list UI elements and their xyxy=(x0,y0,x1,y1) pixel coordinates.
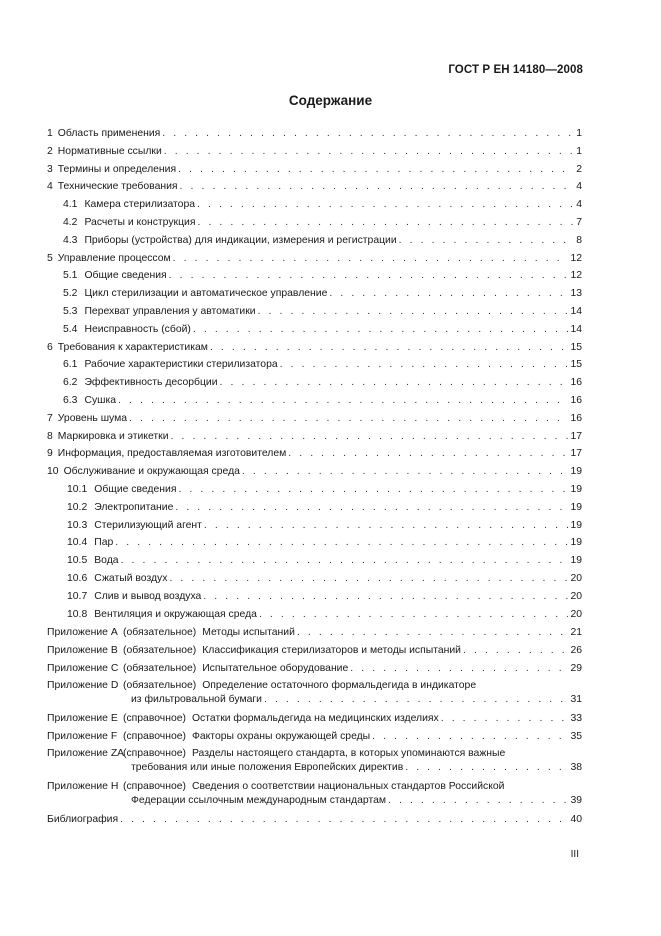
toc-entry-page: 20 xyxy=(570,608,582,620)
toc-entry-number: 10.3 xyxy=(67,519,88,531)
toc-entry-line xyxy=(47,127,582,141)
toc-entry-line xyxy=(47,430,582,444)
leader-dots xyxy=(210,341,569,355)
toc-entry-title: Уровень шума xyxy=(57,412,128,424)
toc-entry[interactable] xyxy=(47,305,582,319)
toc-entry-number: 10.2 xyxy=(67,501,88,513)
leader-dots xyxy=(180,180,575,194)
toc-entry-title: Цикл стерилизации и автоматическое управление xyxy=(84,288,328,300)
annex-page: 29 xyxy=(570,662,582,674)
toc-entry-title: Нормативные ссылки xyxy=(57,145,162,157)
leader-dots xyxy=(259,608,569,622)
toc-entry-line xyxy=(67,519,582,533)
annex-entry-line xyxy=(47,679,582,693)
toc-entry[interactable] xyxy=(47,590,582,604)
toc-entry-number: 9 xyxy=(47,448,53,460)
toc-entry-number: 6 xyxy=(47,341,53,353)
annex-kind: (справочное) xyxy=(123,730,186,742)
annex-entry[interactable] xyxy=(47,644,582,658)
bibliography-line xyxy=(47,813,582,827)
toc-entry-page: 12 xyxy=(570,252,582,264)
annex-title: из фильтровальной бумаги xyxy=(131,694,262,706)
leader-dots xyxy=(204,519,569,533)
toc-entry[interactable] xyxy=(47,554,582,568)
toc-entry-page: 2 xyxy=(576,163,582,175)
leader-dots xyxy=(169,572,568,586)
annex-title: Определение остаточного формальдегида в индикаторе xyxy=(202,680,477,692)
toc-entry[interactable] xyxy=(47,358,582,372)
annex-entry-line xyxy=(47,747,582,761)
toc-entry-title: Пар xyxy=(94,537,114,549)
annex-entry-line xyxy=(47,693,582,707)
annex-page: 35 xyxy=(570,730,582,742)
leader-dots xyxy=(121,554,569,568)
toc-entry-page: 16 xyxy=(570,412,582,424)
toc-entry-number: 5.3 xyxy=(63,306,78,317)
annex-page: 31 xyxy=(570,694,582,706)
toc-entry-number: 3 xyxy=(47,163,53,175)
bibliography-entry[interactable] xyxy=(47,813,582,827)
toc-entry-title: Камера стерилизатора xyxy=(84,199,196,211)
annex-kind: (обязательное) xyxy=(123,662,197,674)
toc-entry-number: 10.4 xyxy=(67,537,88,549)
toc-entry-title: Расчеты и конструкция xyxy=(84,217,196,228)
toc-entry-number: 6.2 xyxy=(63,377,78,389)
annex-entry-line xyxy=(47,730,582,744)
annex-entry[interactable] xyxy=(47,780,582,808)
toc-entry-title: Управление процессом xyxy=(57,252,171,264)
annex-entry-line xyxy=(47,662,582,676)
leader-dots xyxy=(463,644,568,658)
toc-entry-line xyxy=(63,269,582,283)
toc-entry-number: 5.4 xyxy=(63,323,78,335)
bibliography-title: Библиография xyxy=(47,813,119,825)
annex-entry-line xyxy=(47,761,582,775)
leader-dots xyxy=(350,662,568,676)
toc-entry-title: Область применения xyxy=(57,128,161,139)
toc-entry-number: 6.3 xyxy=(63,395,78,406)
toc-entry-line xyxy=(67,572,582,586)
leader-dots xyxy=(173,252,569,266)
toc-entry-page: 1 xyxy=(576,128,582,139)
toc-entry-page: 20 xyxy=(570,590,582,602)
toc-entry-title: Неисправность (сбой) xyxy=(84,323,191,335)
toc-entry[interactable] xyxy=(47,145,582,159)
toc-entry-line xyxy=(63,287,582,301)
annex-entry[interactable] xyxy=(47,679,582,707)
toc-entry-number: 5.2 xyxy=(63,288,78,300)
leader-dots xyxy=(178,163,574,177)
toc-entry-line xyxy=(67,536,582,550)
toc-entry[interactable] xyxy=(47,341,582,355)
toc-entry-page: 16 xyxy=(570,377,582,389)
leader-dots xyxy=(297,626,569,640)
toc-entry-title: Маркировка и этикетки xyxy=(57,430,169,442)
leader-dots xyxy=(171,430,569,444)
toc-entry-page: 15 xyxy=(570,341,582,353)
toc-entry-page: 4 xyxy=(576,199,582,211)
toc-entry-page: 15 xyxy=(570,359,582,371)
leader-dots xyxy=(162,127,574,141)
annex-page: 21 xyxy=(570,626,582,638)
toc-entry-line xyxy=(47,341,582,355)
toc-entry-page: 19 xyxy=(570,466,582,478)
toc-entry[interactable] xyxy=(47,323,582,337)
toc-entry-page: 17 xyxy=(570,430,582,442)
annex-kind: (обязательное) xyxy=(123,626,197,638)
annex-entry-line xyxy=(47,712,582,726)
toc-entry[interactable] xyxy=(47,394,582,408)
toc-entry-line xyxy=(47,180,582,194)
toc-entry-line xyxy=(63,323,582,337)
toc-entry[interactable] xyxy=(47,376,582,390)
annex-label: Приложение Н xyxy=(47,780,119,792)
toc-entry-page: 19 xyxy=(570,501,582,513)
toc-entry-title: Стерилизующий агент xyxy=(94,519,202,531)
leader-dots xyxy=(118,394,568,408)
leader-dots xyxy=(264,693,568,707)
toc-entry[interactable] xyxy=(47,234,582,248)
annex-label: Приложение D xyxy=(47,680,119,692)
toc-entry-number: 5 xyxy=(47,252,53,264)
annex-label: Приложение В xyxy=(47,644,118,656)
toc-entry-title: Рабочие характеристики стерилизатора xyxy=(84,359,278,371)
annex-page: 26 xyxy=(570,644,582,656)
toc-entry-title: Слив и вывод воздуха xyxy=(94,590,202,602)
toc-entry-title: Приборы (устройства) для индикации, измерения и регистрации xyxy=(84,234,397,246)
leader-dots xyxy=(242,465,569,479)
annex-page: 39 xyxy=(570,794,582,806)
annex-entry[interactable] xyxy=(47,730,582,744)
toc-entry[interactable] xyxy=(47,127,582,141)
leader-dots xyxy=(399,234,575,248)
leader-dots xyxy=(329,287,568,301)
annex-title: Разделы настоящего стандарта, в которых упоминаются важные xyxy=(191,748,506,760)
toc-entry-title: Вода xyxy=(94,555,119,567)
toc-entry-page: 13 xyxy=(570,288,582,300)
toc-entry-line xyxy=(67,483,582,497)
toc-entry-line xyxy=(63,216,582,230)
toc-entry[interactable] xyxy=(47,465,582,479)
leader-dots xyxy=(120,813,568,827)
toc-entry[interactable] xyxy=(47,519,582,533)
leader-dots xyxy=(115,536,568,550)
annex-entry-line xyxy=(47,626,582,640)
toc-entry-line xyxy=(63,376,582,390)
annex-kind: (справочное) xyxy=(123,712,186,724)
toc-entry-number: 10.5 xyxy=(67,555,88,567)
toc-entry-line xyxy=(67,501,582,515)
annex-kind: (обязательное) xyxy=(123,680,197,692)
toc-entry-number: 10.8 xyxy=(67,608,88,620)
annex-entry-line xyxy=(47,644,582,658)
toc-entry[interactable] xyxy=(47,287,582,301)
toc-entry-number: 1 xyxy=(47,128,53,139)
leader-dots xyxy=(388,794,568,808)
toc-entry-title: Обслуживание и окружающая среда xyxy=(63,466,240,478)
annex-label: Приложение С xyxy=(47,662,119,674)
annex-title: Федерации ссылочным международным стандартам xyxy=(131,794,387,806)
leader-dots xyxy=(197,198,574,212)
toc-entry-number: 10.1 xyxy=(67,484,88,495)
bibliography-page: 40 xyxy=(570,813,582,825)
annex-title: Сведения о соответствии национальных стандартов Российской xyxy=(191,780,505,792)
toc-entry[interactable] xyxy=(47,447,582,461)
toc-entry-page: 4 xyxy=(576,181,582,193)
toc-entry[interactable] xyxy=(47,252,582,266)
leader-dots xyxy=(220,376,569,390)
toc-entry-line xyxy=(67,608,582,622)
toc-entry-number: 4 xyxy=(47,181,53,193)
annex-page: 33 xyxy=(570,712,582,724)
toc-entry-line xyxy=(63,305,582,319)
leader-dots xyxy=(197,216,574,230)
toc-entry-line xyxy=(63,234,582,248)
toc-entry-title: Сушка xyxy=(84,395,117,406)
annex-title: Классификация стерилизаторов и методы испытаний xyxy=(202,644,461,656)
toc-entry-number: 4.3 xyxy=(63,234,78,246)
annex-label: Приложение F xyxy=(47,730,118,742)
toc-entry-title: Сжатый воздух xyxy=(94,573,168,584)
leader-dots xyxy=(441,712,569,726)
toc-entry-line xyxy=(47,447,582,461)
toc-entry[interactable] xyxy=(47,536,582,550)
toc-entry-page: 19 xyxy=(570,537,582,549)
toc-entry-number: 6.1 xyxy=(63,359,78,371)
toc-entry-title: Общие сведения xyxy=(84,270,167,282)
leader-dots xyxy=(129,412,568,426)
leader-dots xyxy=(178,483,568,497)
toc-entry-number: 10.6 xyxy=(67,573,88,584)
leader-dots xyxy=(258,305,569,319)
toc-entry-page: 19 xyxy=(570,555,582,567)
toc-entry[interactable] xyxy=(47,501,582,515)
toc-entry-number: 2 xyxy=(47,145,53,157)
toc-entry[interactable] xyxy=(47,216,582,230)
toc-entry-title: Вентиляция и окружающая среда xyxy=(94,608,257,620)
document-code: ГОСТ Р ЕН 14180—2008 xyxy=(448,64,583,76)
toc-entry-line xyxy=(67,554,582,568)
toc-entry-number: 10.7 xyxy=(67,590,88,602)
toc-entry[interactable] xyxy=(47,198,582,212)
leader-dots xyxy=(193,323,569,337)
toc-entry-page: 16 xyxy=(570,395,582,406)
annex-kind: (справочное) xyxy=(123,748,186,760)
annex-title: требования или иные положения Европейских директив xyxy=(131,762,404,774)
annex-label: Приложение ZA xyxy=(47,748,125,760)
toc-entry-number: 8 xyxy=(47,430,53,442)
leader-dots xyxy=(203,590,568,604)
annex-entry[interactable] xyxy=(47,747,582,775)
toc-entry-title: Информация, предоставляемая изготовителем xyxy=(57,448,287,460)
toc-entry-title: Общие сведения xyxy=(94,484,177,495)
toc-entry[interactable] xyxy=(47,608,582,622)
annex-label: Приложение Е xyxy=(47,712,118,724)
toc-entry-page: 14 xyxy=(570,306,582,317)
leader-dots xyxy=(288,447,568,461)
toc-entry-page: 8 xyxy=(576,234,582,246)
leader-dots xyxy=(175,501,568,515)
toc-entry-line xyxy=(63,358,582,372)
toc-entry-line xyxy=(47,145,582,159)
toc-entry-page: 7 xyxy=(576,217,582,228)
annex-title: Испытательное оборудование xyxy=(202,662,349,674)
toc-entry-title: Требования к характеристикам xyxy=(57,341,208,353)
toc-entry-number: 4.1 xyxy=(63,199,78,211)
toc-entry-page: 12 xyxy=(570,270,582,282)
annex-title: Методы испытаний xyxy=(202,626,295,638)
toc-entry-number: 4.2 xyxy=(63,217,78,228)
annex-entry[interactable] xyxy=(47,712,582,726)
toc-entry-number: 10 xyxy=(47,466,59,478)
toc-entry-line xyxy=(47,252,582,266)
toc-entry-page: 1 xyxy=(576,145,582,157)
toc-entry[interactable] xyxy=(47,180,582,194)
annex-entry[interactable] xyxy=(47,626,582,640)
annex-entry-line xyxy=(47,780,582,794)
annex-kind: (справочное) xyxy=(123,780,186,792)
annex-title: Факторы охраны окружающей среды xyxy=(191,730,371,742)
annex-title: Остатки формальдегида на медицинских изделиях xyxy=(191,712,439,724)
toc-entry-page: 19 xyxy=(570,484,582,495)
annex-label: Приложение А xyxy=(47,626,118,638)
toc-entry-title: Эффективность десорбции xyxy=(84,377,218,389)
page-number: III xyxy=(570,849,579,860)
toc-entry[interactable] xyxy=(47,430,582,444)
toc-entry-title: Перехват управления у автоматики xyxy=(84,306,256,317)
toc-entry-page: 14 xyxy=(570,323,582,335)
leader-dots xyxy=(405,761,568,775)
toc-entry-title: Термины и определения xyxy=(57,163,177,175)
annex-page: 38 xyxy=(570,762,582,774)
toc-entry-line xyxy=(67,590,582,604)
toc-entry-title: Технические требования xyxy=(57,181,178,193)
toc-entry-line xyxy=(63,394,582,408)
page-title: Содержание xyxy=(288,93,373,108)
toc-entry-line xyxy=(63,198,582,212)
toc-entry[interactable] xyxy=(47,483,582,497)
toc-entry[interactable] xyxy=(47,163,582,177)
toc-entry-line xyxy=(47,163,582,177)
leader-dots xyxy=(164,145,574,159)
toc-entry-page: 17 xyxy=(570,448,582,460)
toc-entry[interactable] xyxy=(47,572,582,586)
leader-dots xyxy=(280,358,569,372)
toc-entry-number: 7 xyxy=(47,412,53,424)
toc-entry-page: 20 xyxy=(570,573,582,584)
toc-entry-title: Электропитание xyxy=(94,501,174,513)
annex-entry[interactable] xyxy=(47,662,582,676)
toc-entry-page: 19 xyxy=(570,519,582,531)
toc-entry[interactable] xyxy=(47,412,582,426)
annex-kind: (обязательное) xyxy=(123,644,197,656)
toc-entry-line xyxy=(47,465,582,479)
toc-entry-number: 5.1 xyxy=(63,270,78,282)
toc-entry-line xyxy=(47,412,582,426)
leader-dots xyxy=(372,730,568,744)
leader-dots xyxy=(169,269,569,283)
toc-entry[interactable] xyxy=(47,269,582,283)
annex-entry-line xyxy=(47,794,582,808)
